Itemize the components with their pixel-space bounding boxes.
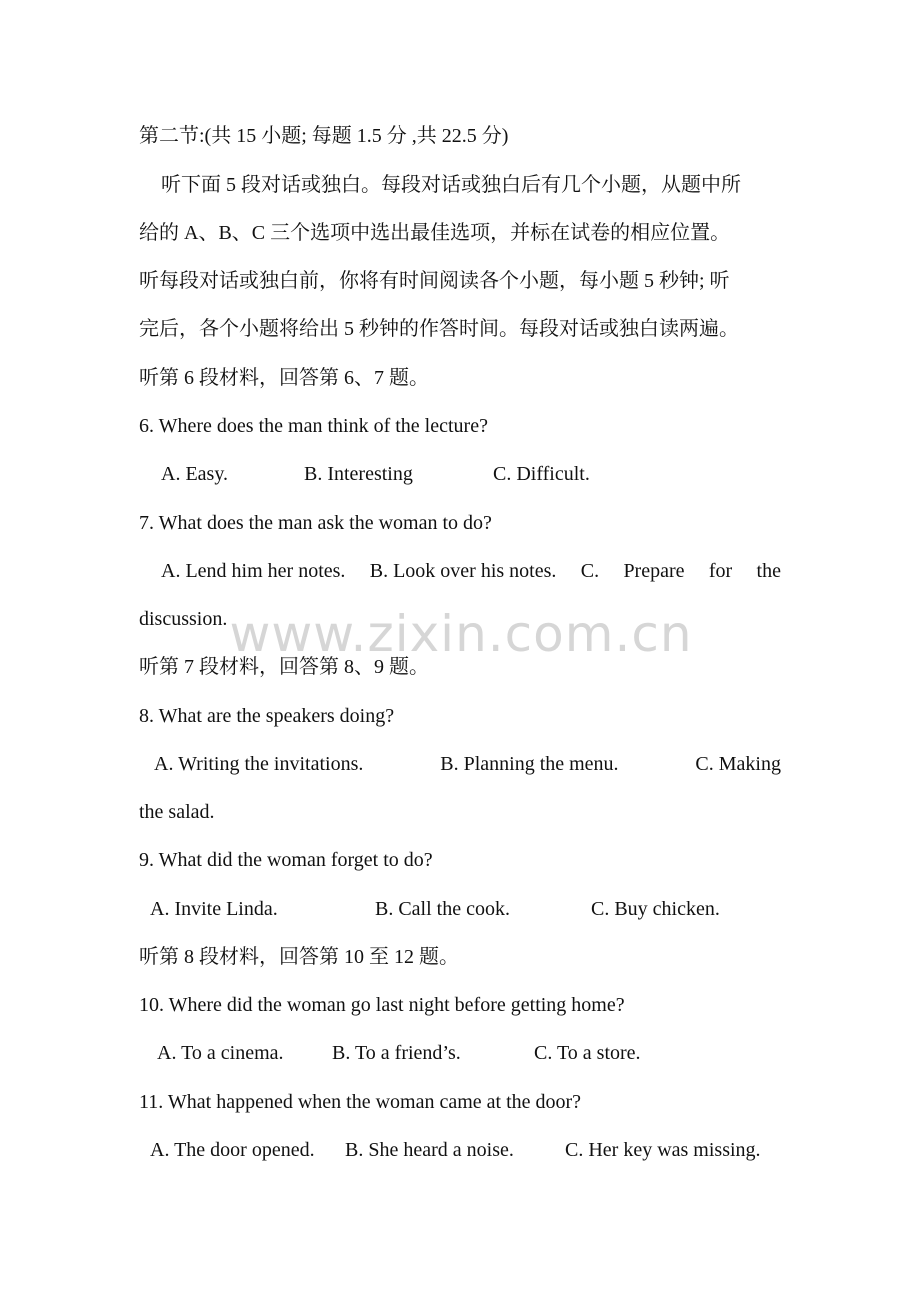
instruction-line-4: 完后，各个小题将给出 5 秒钟的作答时间。每段对话或独白读两遍。: [139, 318, 739, 340]
question-9: 9. What did the woman forget to do?: [139, 849, 433, 871]
question-8-option-c-wrap: the salad.: [139, 801, 215, 823]
question-6-option-c: C. Difficult.: [493, 463, 590, 485]
question-9-option-b: B. Call the cook.: [375, 898, 510, 920]
question-7-option-c-word-1: Prepare: [623, 560, 685, 582]
question-7: 7. What does the man ask the woman to do?: [139, 512, 492, 534]
instruction-line-1: 听下面 5 段对话或独白。每段对话或独白后有几个小题，从题中所: [161, 174, 741, 196]
question-7-option-c-word-2: for: [708, 560, 733, 582]
question-7-option-a: A. Lend him her notes.: [161, 560, 346, 582]
question-9-option-a: A. Invite Linda.: [150, 898, 278, 920]
question-11-option-c: C. Her key was missing.: [565, 1139, 761, 1161]
question-6-option-b: B. Interesting: [304, 463, 413, 485]
question-8-option-a: A. Writing the invitations.: [154, 753, 364, 775]
question-7-option-c-label: C.: [580, 560, 600, 582]
passage-8-heading: 听第 8 段材料，回答第 10 至 12 题。: [139, 946, 459, 968]
question-6-option-a: A. Easy.: [161, 463, 229, 485]
question-11-option-a: A. The door opened.: [150, 1139, 315, 1161]
question-11: 11. What happened when the woman came at the door?: [139, 1091, 582, 1113]
question-7-option-b: B. Look over his notes.: [369, 560, 557, 582]
question-8-option-c: C. Making: [695, 753, 781, 775]
instruction-line-2: 给的 A、B、C 三个选项中选出最佳选项，并标在试卷的相应位置。: [139, 222, 731, 244]
watermark: www.zixin.com.cn: [229, 605, 693, 663]
instruction-line-3: 听每段对话或独白前，你将有时间阅读各个小题，每小题 5 秒钟; 听: [139, 270, 730, 292]
question-10: 10. Where did the woman go last night before getting home?: [139, 994, 625, 1016]
question-8-options: [154, 751, 781, 777]
section-header: 第二节:(共 15 小题; 每题 1.5 分 ,共 22.5 分): [139, 125, 509, 147]
question-7-option-c-wrap: discussion.: [139, 608, 228, 630]
question-6: 6. Where does the man think of the lecture?: [139, 415, 488, 437]
question-9-option-c: C. Buy chicken.: [591, 898, 720, 920]
question-8: 8. What are the speakers doing?: [139, 705, 395, 727]
question-8-option-b: B. Planning the menu.: [440, 753, 619, 775]
question-10-option-c: C. To a store.: [534, 1042, 641, 1064]
question-11-option-b: B. She heard a noise.: [345, 1139, 514, 1161]
question-10-option-b: B. To a friend’s.: [332, 1042, 461, 1064]
question-7-option-c-word-3: the: [756, 560, 781, 582]
question-10-option-a: A. To a cinema.: [157, 1042, 284, 1064]
question-7-options: [161, 558, 781, 584]
passage-6-heading: 听第 6 段材料，回答第 6、7 题。: [139, 367, 429, 389]
passage-7-heading: 听第 7 段材料，回答第 8、9 题。: [139, 656, 429, 678]
